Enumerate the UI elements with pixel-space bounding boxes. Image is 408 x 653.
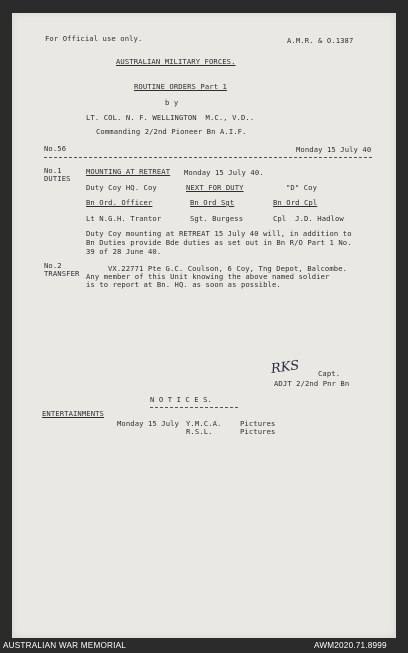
item1-number: No.1 bbox=[44, 166, 62, 175]
col2-heading: Bn Ord Sgt bbox=[190, 198, 235, 207]
col1-value: Lt N.G.H. Trantor bbox=[86, 214, 162, 223]
footer-accession-number: AWM2020.71.8999 bbox=[314, 641, 387, 650]
classification-note: For Official use only. bbox=[45, 34, 143, 43]
document-title: ROUTINE ORDERS Part 1 bbox=[134, 82, 227, 91]
next-coy: "D" Coy bbox=[286, 183, 317, 192]
col3-value: Cpl J.D. Hadlow bbox=[273, 214, 344, 223]
mounting-label: MOUNTING AT RETREAT bbox=[86, 167, 171, 176]
document-page bbox=[12, 13, 396, 638]
venue-2: R.S.L. bbox=[186, 427, 213, 436]
event-1: Pictures bbox=[240, 419, 276, 428]
signature-title: ADJT 2/2nd Pnr Bn bbox=[274, 379, 350, 388]
item2-heading: TRANSFER bbox=[44, 269, 80, 278]
signature-rank: Capt. bbox=[318, 369, 341, 378]
notices-day: Monday 15 July bbox=[117, 419, 179, 428]
col1-heading: Bn Ord. Officer bbox=[86, 198, 153, 207]
item1-paragraph-line2: Bn Duties provide Bde duties as set out in Bn R/O Part 1 No. bbox=[86, 238, 352, 247]
item1-heading: DUTIES bbox=[44, 174, 71, 183]
item2-line2: Any member of this Unit knowing the above named soldier bbox=[86, 272, 330, 281]
venue-1: Y.M.C.A. bbox=[186, 419, 222, 428]
entertainments-label: ENTERTAINMENTS bbox=[42, 409, 104, 418]
notices-underline bbox=[150, 407, 238, 408]
item1-paragraph-line3: 39 of 28 June 40. bbox=[86, 247, 162, 256]
commanding-officer: LT. COL. N. F. WELLINGTON M.C., V.D.. bbox=[86, 113, 255, 122]
command-line: Commanding 2/2nd Pioneer Bn A.I.F. bbox=[96, 127, 247, 136]
next-for-duty-label: NEXT FOR DUTY bbox=[186, 183, 244, 192]
notices-heading: N O T I C E S. bbox=[150, 395, 212, 404]
mounting-date: Monday 15 July 40. bbox=[184, 168, 264, 177]
footer-institution: AUSTRALIAN WAR MEMORIAL bbox=[3, 641, 127, 650]
col3-heading: Bn Ord Cpl bbox=[273, 198, 318, 207]
item2-number: No.2 bbox=[44, 261, 62, 270]
form-reference: A.M.R. & O.1387 bbox=[287, 36, 354, 45]
header-divider bbox=[44, 157, 372, 158]
order-number: No.56 bbox=[44, 144, 67, 153]
order-date: Monday 15 July 40 bbox=[296, 145, 372, 154]
adjutant-signature: RKS bbox=[270, 358, 301, 377]
organisation-title: AUSTRALIAN MILITARY FORCES. bbox=[116, 57, 236, 66]
col2-value: Sgt. Burgess bbox=[190, 214, 244, 223]
by-line: b y bbox=[165, 98, 179, 107]
event-2: Pictures bbox=[240, 427, 276, 436]
item2-line3: is to report at Bn. HQ. as soon as possible. bbox=[86, 280, 281, 289]
duty-coy: Duty Coy HQ. Coy bbox=[86, 183, 157, 192]
item1-paragraph-line1: Duty Coy mounting at RETREAT 15 July 40 will, in addition to bbox=[86, 229, 352, 238]
item2-line1: VX.22771 Pte G.C. Coulson, 6 Coy, Tng Depot, Balcombe. bbox=[108, 264, 348, 273]
